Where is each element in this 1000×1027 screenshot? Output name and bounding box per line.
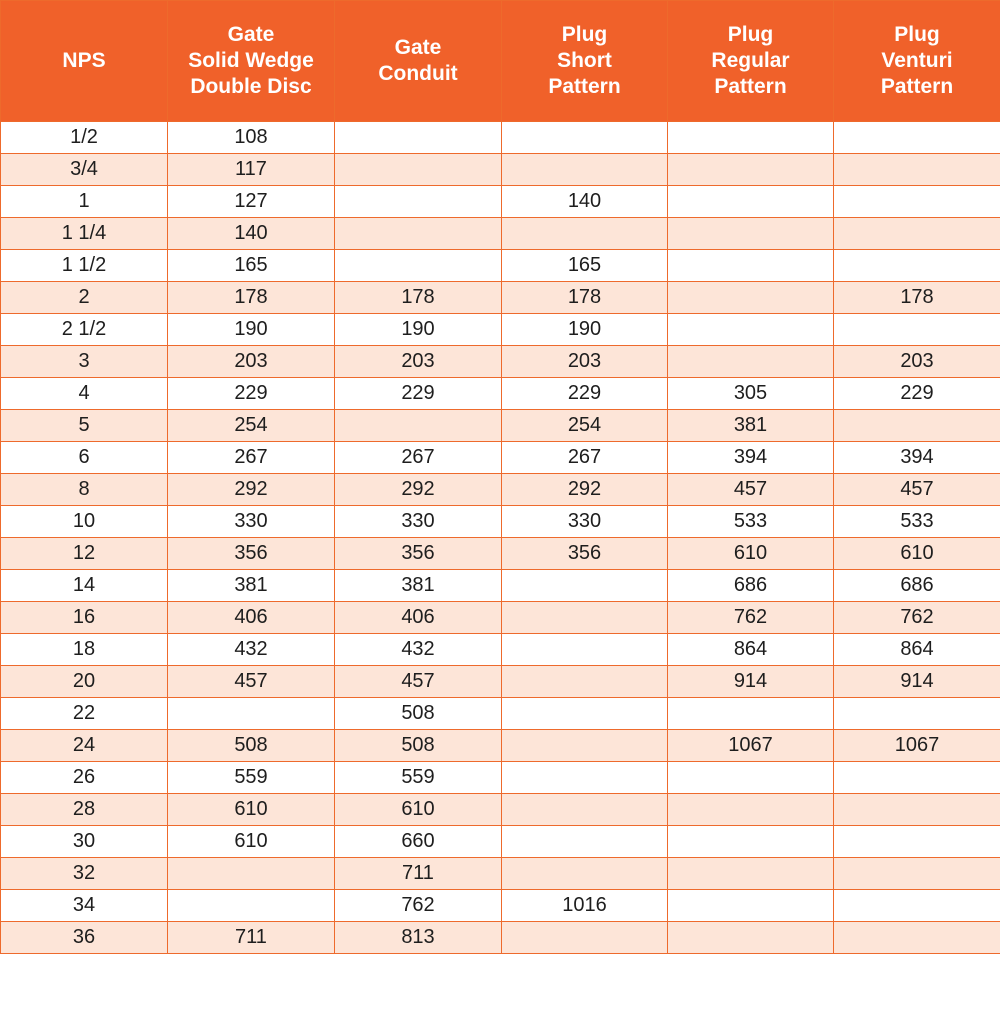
table-cell-gate-solid-wedge-double-disc: 610 [168,794,335,826]
column-header-line: Venturi [881,49,953,72]
table-row [1,826,1000,858]
table-cell-plug-short-pattern [502,666,668,698]
column-header-line: Pattern [714,75,787,98]
table-cell-gate-solid-wedge-double-disc [168,858,335,890]
table-row [1,730,1000,762]
table-cell-gate-solid-wedge-double-disc: 178 [168,282,335,314]
table-cell-plug-short-pattern [502,858,668,890]
table-cell-gate-conduit: 762 [335,890,502,922]
table-row [1,858,1000,890]
table-row [1,922,1000,954]
table-cell-gate-conduit: 292 [335,474,502,506]
table-cell-plug-short-pattern: 254 [502,410,668,442]
table-cell-plug-short-pattern: 330 [502,506,668,538]
table-cell-plug-venturi-pattern: 686 [834,570,1000,602]
table-cell-plug-venturi-pattern [834,314,1000,346]
table-cell-nps: 14 [1,570,168,602]
table-cell-gate-solid-wedge-double-disc: 356 [168,538,335,570]
table-cell-nps: 30 [1,826,168,858]
table-row [1,602,1000,634]
table-cell-plug-regular-pattern [668,826,834,858]
column-header-line: Pattern [548,75,621,98]
table-cell-plug-regular-pattern: 864 [668,634,834,666]
table-cell-nps: 22 [1,698,168,730]
table-cell-nps: 24 [1,730,168,762]
table-cell-gate-conduit: 610 [335,794,502,826]
table-cell-gate-solid-wedge-double-disc: 229 [168,378,335,410]
table-row [1,698,1000,730]
table-cell-gate-conduit: 190 [335,314,502,346]
table-cell-plug-venturi-pattern [834,698,1000,730]
table-row [1,186,1000,218]
table-cell-plug-short-pattern: 267 [502,442,668,474]
table-cell-gate-conduit: 406 [335,602,502,634]
table-cell-gate-conduit: 178 [335,282,502,314]
table-cell-gate-solid-wedge-double-disc: 267 [168,442,335,474]
table-cell-gate-solid-wedge-double-disc: 140 [168,218,335,250]
table-cell-plug-regular-pattern [668,314,834,346]
table-cell-gate-conduit: 229 [335,378,502,410]
table-cell-plug-venturi-pattern: 178 [834,282,1000,314]
table-cell-plug-short-pattern [502,698,668,730]
table-cell-gate-solid-wedge-double-disc: 559 [168,762,335,794]
table-cell-gate-conduit: 711 [335,858,502,890]
table-cell-gate-solid-wedge-double-disc: 165 [168,250,335,282]
table-cell-gate-solid-wedge-double-disc [168,890,335,922]
table-cell-plug-regular-pattern [668,122,834,154]
table-cell-plug-regular-pattern [668,698,834,730]
table-cell-plug-short-pattern: 292 [502,474,668,506]
table-cell-gate-solid-wedge-double-disc: 381 [168,570,335,602]
table-row [1,218,1000,250]
table-cell-gate-conduit: 508 [335,698,502,730]
column-header-plug-regular-pattern [668,1,834,122]
table-row [1,474,1000,506]
column-header-line: Plug [894,23,940,46]
table-cell-gate-conduit [335,186,502,218]
table-cell-plug-regular-pattern: 305 [668,378,834,410]
table-cell-plug-venturi-pattern [834,410,1000,442]
header-row [1,1,1000,122]
table-cell-plug-short-pattern: 165 [502,250,668,282]
table-row [1,538,1000,570]
table-cell-plug-short-pattern: 190 [502,314,668,346]
table-cell-plug-regular-pattern: 686 [668,570,834,602]
table-cell-gate-solid-wedge-double-disc: 117 [168,154,335,186]
table-cell-plug-venturi-pattern: 394 [834,442,1000,474]
table-cell-gate-conduit [335,122,502,154]
table-cell-nps: 6 [1,442,168,474]
column-header-line: Solid Wedge [188,49,314,72]
table-cell-plug-short-pattern: 140 [502,186,668,218]
table-cell-plug-short-pattern [502,762,668,794]
table-cell-gate-solid-wedge-double-disc: 330 [168,506,335,538]
table-cell-plug-regular-pattern: 381 [668,410,834,442]
table-cell-gate-conduit: 381 [335,570,502,602]
table-cell-plug-venturi-pattern [834,858,1000,890]
column-header-nps [1,1,168,122]
column-header-gate-conduit [335,1,502,122]
column-header-line: Plug [727,23,774,46]
table-row [1,794,1000,826]
table-cell-gate-solid-wedge-double-disc: 508 [168,730,335,762]
column-header-line: Regular [711,49,790,72]
table-cell-plug-short-pattern [502,154,668,186]
table-cell-nps: 2 1/2 [1,314,168,346]
table-cell-gate-conduit: 330 [335,506,502,538]
table-cell-plug-venturi-pattern: 610 [834,538,1000,570]
table-cell-nps: 1/2 [1,122,168,154]
table-cell-plug-venturi-pattern [834,122,1000,154]
table-row [1,442,1000,474]
table-row [1,346,1000,378]
table-cell-gate-solid-wedge-double-disc: 108 [168,122,335,154]
table-row [1,378,1000,410]
table-cell-nps: 4 [1,378,168,410]
table-cell-plug-regular-pattern [668,762,834,794]
table-row [1,762,1000,794]
table-cell-plug-regular-pattern [668,154,834,186]
table-cell-gate-solid-wedge-double-disc: 203 [168,346,335,378]
table-cell-plug-venturi-pattern: 762 [834,602,1000,634]
table-cell-gate-solid-wedge-double-disc: 190 [168,314,335,346]
table-body [1,122,1000,954]
table-cell-gate-conduit: 432 [335,634,502,666]
table-cell-plug-venturi-pattern [834,762,1000,794]
column-header-line: Conduit [378,62,458,85]
table-cell-nps: 3/4 [1,154,168,186]
table-cell-nps: 18 [1,634,168,666]
table-cell-gate-conduit: 203 [335,346,502,378]
table-cell-plug-regular-pattern [668,186,834,218]
table-row [1,506,1000,538]
table-cell-plug-venturi-pattern: 533 [834,506,1000,538]
column-header-line: Gate [227,23,275,46]
table-cell-plug-regular-pattern: 394 [668,442,834,474]
table-cell-plug-regular-pattern: 1067 [668,730,834,762]
table-cell-gate-conduit [335,218,502,250]
table-cell-nps: 32 [1,858,168,890]
table-cell-gate-solid-wedge-double-disc [168,698,335,730]
table-cell-gate-solid-wedge-double-disc: 457 [168,666,335,698]
table-cell-plug-venturi-pattern [834,890,1000,922]
table-cell-nps: 36 [1,922,168,954]
table-cell-nps: 2 [1,282,168,314]
column-header-plug-venturi-pattern [834,1,1000,122]
table-cell-plug-venturi-pattern [834,826,1000,858]
table-cell-gate-solid-wedge-double-disc: 432 [168,634,335,666]
table-cell-plug-regular-pattern [668,282,834,314]
table-cell-plug-regular-pattern [668,218,834,250]
table-cell-nps: 1 1/4 [1,218,168,250]
table-cell-plug-regular-pattern [668,858,834,890]
table-cell-plug-regular-pattern [668,250,834,282]
table-cell-plug-short-pattern [502,922,668,954]
table-cell-plug-venturi-pattern: 457 [834,474,1000,506]
table-cell-gate-solid-wedge-double-disc: 406 [168,602,335,634]
table-cell-plug-regular-pattern: 914 [668,666,834,698]
table-cell-nps: 1 1/2 [1,250,168,282]
table-cell-plug-regular-pattern: 610 [668,538,834,570]
table-cell-plug-short-pattern [502,218,668,250]
table-cell-plug-regular-pattern [668,346,834,378]
table-cell-plug-regular-pattern [668,890,834,922]
table-cell-gate-conduit: 267 [335,442,502,474]
table-cell-gate-solid-wedge-double-disc: 711 [168,922,335,954]
table-cell-gate-conduit: 559 [335,762,502,794]
table-cell-plug-venturi-pattern: 203 [834,346,1000,378]
table-cell-plug-venturi-pattern: 864 [834,634,1000,666]
table-cell-gate-conduit [335,410,502,442]
column-header-line: Plug [561,23,608,46]
table-cell-gate-solid-wedge-double-disc: 292 [168,474,335,506]
table-cell-plug-regular-pattern [668,794,834,826]
table-cell-plug-short-pattern [502,602,668,634]
table-cell-gate-conduit: 508 [335,730,502,762]
table-row [1,154,1000,186]
table-cell-plug-regular-pattern [668,922,834,954]
table-cell-plug-regular-pattern: 533 [668,506,834,538]
table-cell-plug-short-pattern [502,794,668,826]
table-cell-nps: 1 [1,186,168,218]
table-row [1,410,1000,442]
table-cell-plug-venturi-pattern [834,922,1000,954]
table-cell-plug-regular-pattern: 457 [668,474,834,506]
table-header [1,1,1000,122]
table-cell-nps: 20 [1,666,168,698]
table-row [1,570,1000,602]
column-header-line: NPS [62,49,106,72]
column-header-line: Short [557,49,612,72]
column-header-plug-short-pattern [502,1,668,122]
table-cell-plug-short-pattern [502,634,668,666]
column-header-line: Pattern [880,75,954,98]
table-cell-plug-short-pattern: 229 [502,378,668,410]
column-header-gate-solid-wedge-double-disc [168,1,335,122]
table-cell-nps: 10 [1,506,168,538]
table-row [1,890,1000,922]
table-row [1,282,1000,314]
column-header-line: Double Disc [190,75,312,98]
table-cell-gate-solid-wedge-double-disc: 127 [168,186,335,218]
table-cell-gate-solid-wedge-double-disc: 254 [168,410,335,442]
table-cell-nps: 12 [1,538,168,570]
table-cell-gate-conduit: 356 [335,538,502,570]
table-cell-plug-short-pattern: 1016 [502,890,668,922]
table-cell-plug-short-pattern [502,730,668,762]
table-cell-gate-conduit [335,154,502,186]
table-cell-plug-venturi-pattern [834,218,1000,250]
table-cell-nps: 8 [1,474,168,506]
table-cell-plug-venturi-pattern [834,186,1000,218]
table-cell-plug-venturi-pattern: 914 [834,666,1000,698]
table-cell-gate-conduit [335,250,502,282]
table-cell-plug-venturi-pattern [834,794,1000,826]
table-cell-nps: 28 [1,794,168,826]
table-cell-plug-short-pattern: 203 [502,346,668,378]
table-cell-plug-short-pattern [502,122,668,154]
table-cell-plug-venturi-pattern [834,154,1000,186]
table-cell-gate-conduit: 813 [335,922,502,954]
table-cell-nps: 26 [1,762,168,794]
table-cell-plug-short-pattern [502,570,668,602]
table-cell-plug-short-pattern [502,826,668,858]
table-cell-plug-venturi-pattern: 1067 [834,730,1000,762]
table-cell-plug-venturi-pattern: 229 [834,378,1000,410]
table-cell-plug-regular-pattern: 762 [668,602,834,634]
table-row [1,250,1000,282]
table-cell-gate-solid-wedge-double-disc: 610 [168,826,335,858]
column-header-line: Gate [394,36,442,59]
table-row [1,314,1000,346]
table-row [1,122,1000,154]
table-cell-nps: 16 [1,602,168,634]
table-row [1,666,1000,698]
table-cell-nps: 3 [1,346,168,378]
table-cell-plug-short-pattern: 356 [502,538,668,570]
table-cell-plug-short-pattern: 178 [502,282,668,314]
table-cell-gate-conduit: 660 [335,826,502,858]
table-cell-nps: 5 [1,410,168,442]
table-cell-plug-venturi-pattern [834,250,1000,282]
table-row [1,634,1000,666]
table-cell-gate-conduit: 457 [335,666,502,698]
table-cell-nps: 34 [1,890,168,922]
